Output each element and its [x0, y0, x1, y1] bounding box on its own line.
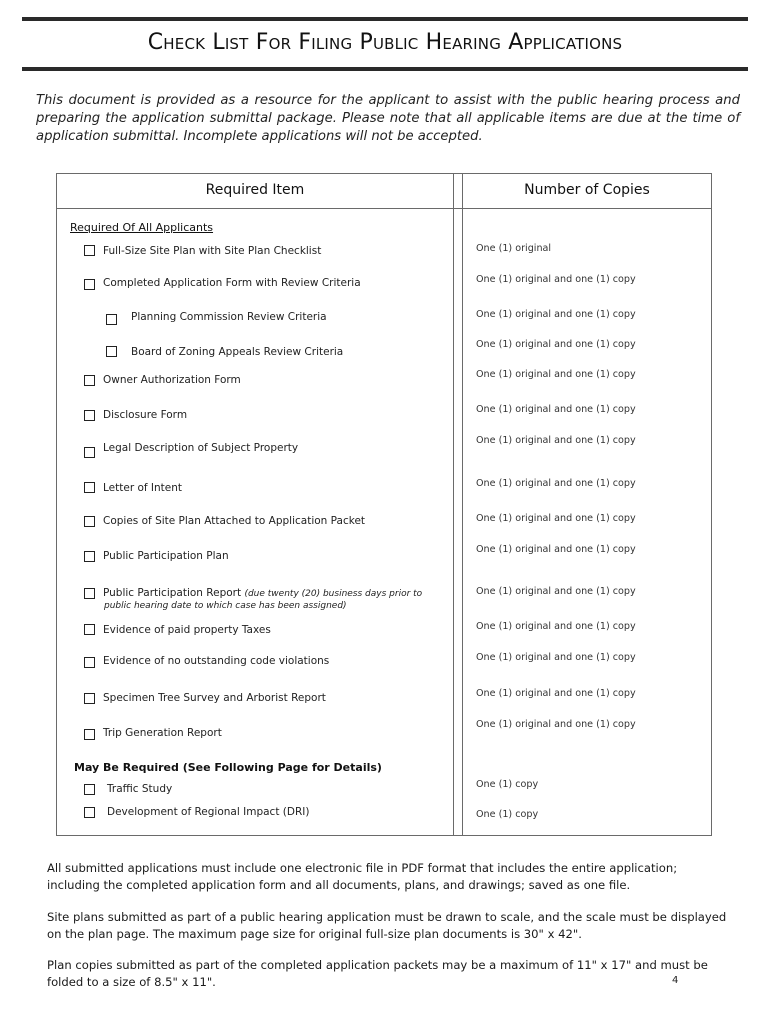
item-label: Copies of Site Plan Attached to Application Packet	[103, 515, 366, 527]
item-label-with-note	[103, 587, 422, 599]
copies-value: One (1) original and one (1) copy	[476, 688, 636, 699]
item-label: Evidence of paid property Taxes	[103, 624, 271, 636]
paragraph-electronic-file: All submitted applications must include one electronic file in PDF format that includes the entire application; including the completed application form and all documents, plans, and drawings; saved as one file.	[47, 861, 678, 892]
item-label: Public Participation Report	[103, 587, 242, 599]
paragraph-site-plan-scale: Site plans submitted as part of a public hearing application must be drawn to scale, and the scale must be displayed on the plan page. The maximum page size for original full-size plan documents is 30" x 42".	[47, 910, 727, 941]
column-divider	[462, 174, 463, 835]
item-label: Public Participation Plan	[103, 550, 229, 562]
copies-value: One (1) original and one (1) copy	[476, 513, 636, 524]
copies-value: One (1) original	[476, 243, 552, 254]
checkbox-disclosure-form[interactable]	[84, 410, 95, 421]
checkbox-application-form[interactable]	[84, 279, 95, 290]
checkbox-dri[interactable]	[84, 807, 95, 818]
checkbox-code-violations[interactable]	[84, 657, 95, 668]
copies-value: One (1) original and one (1) copy	[476, 719, 636, 730]
copies-value: One (1) original and one (1) copy	[476, 274, 636, 285]
copies-value: One (1) original and one (1) copy	[476, 369, 636, 380]
checkbox-letter-of-intent[interactable]	[84, 482, 95, 493]
title-rule	[22, 67, 748, 71]
section-may-be-required: May Be Required (See Following Page for Details)	[74, 761, 382, 774]
item-label: Board of Zoning Appeals Review Criteria	[131, 346, 344, 358]
item-label: Specimen Tree Survey and Arborist Report	[103, 692, 326, 704]
item-label: Planning Commission Review Criteria	[131, 311, 327, 323]
item-label: Traffic Study	[107, 783, 173, 795]
copies-value: One (1) copy	[476, 809, 539, 820]
item-label: Evidence of no outstanding code violations	[103, 655, 330, 667]
item-note: (due twenty (20) business days prior to	[244, 589, 423, 599]
checkbox-trip-generation[interactable]	[84, 729, 95, 740]
copies-value: One (1) original and one (1) copy	[476, 478, 636, 489]
intro-text: This document is provided as a resource for the applicant to assist with the public hearing process and preparing the application submittal package. Please note that all applicable items are due at the time of application submittal. Incomplete applications will not be accepted.	[36, 93, 740, 144]
copies-value: One (1) original and one (1) copy	[476, 339, 636, 350]
copies-value: One (1) original and one (1) copy	[476, 652, 636, 663]
item-label: Legal Description of Subject Property	[103, 442, 299, 454]
item-label: Trip Generation Report	[103, 727, 222, 739]
item-label: Completed Application Form with Review Criteria	[103, 277, 361, 289]
checkbox-site-plan-copies[interactable]	[84, 516, 95, 527]
page-title: Check List For Filing Public Hearing Applications	[147, 30, 623, 55]
checkbox-legal-description[interactable]	[84, 447, 95, 458]
copies-value: One (1) original and one (1) copy	[476, 621, 636, 632]
checkbox-paid-taxes[interactable]	[84, 624, 95, 635]
copies-value: One (1) original and one (1) copy	[476, 544, 636, 555]
header-required-item: Required Item	[205, 182, 305, 198]
item-label: Letter of Intent	[103, 482, 183, 494]
paragraph-plan-copies: Plan copies submitted as part of the completed application packets may be a maximum of 11" x 17" and must be folded to a size of 8.5" x 11".	[47, 958, 708, 989]
copies-value: One (1) original and one (1) copy	[476, 435, 636, 446]
checkbox-owner-authorization[interactable]	[84, 375, 95, 386]
copies-value: One (1) original and one (1) copy	[476, 309, 636, 320]
section-required-all: Required Of All Applicants	[70, 221, 214, 234]
checkbox-tree-survey[interactable]	[84, 693, 95, 704]
item-note-continued: public hearing date to which case has been assigned)	[104, 601, 347, 611]
checkbox-participation-plan[interactable]	[84, 551, 95, 562]
item-label: Disclosure Form	[103, 409, 188, 421]
header-number-of-copies: Number of Copies	[524, 182, 650, 198]
checkbox-site-plan[interactable]	[84, 245, 95, 256]
item-label: Full-Size Site Plan with Site Plan Checklist	[103, 245, 322, 257]
item-label: Owner Authorization Form	[103, 374, 241, 386]
header-divider	[57, 208, 711, 209]
copies-value: One (1) original and one (1) copy	[476, 404, 636, 415]
checkbox-planning-commission[interactable]	[106, 314, 117, 325]
checkbox-bza-criteria[interactable]	[106, 346, 117, 357]
copies-value: One (1) copy	[476, 779, 539, 790]
item-label: Development of Regional Impact (DRI)	[107, 806, 310, 818]
copies-value: One (1) original and one (1) copy	[476, 586, 636, 597]
checkbox-traffic-study[interactable]	[84, 784, 95, 795]
page-number: 4	[672, 975, 679, 986]
checkbox-participation-report[interactable]	[84, 588, 95, 599]
column-divider	[453, 174, 454, 835]
top-rule	[22, 17, 748, 21]
